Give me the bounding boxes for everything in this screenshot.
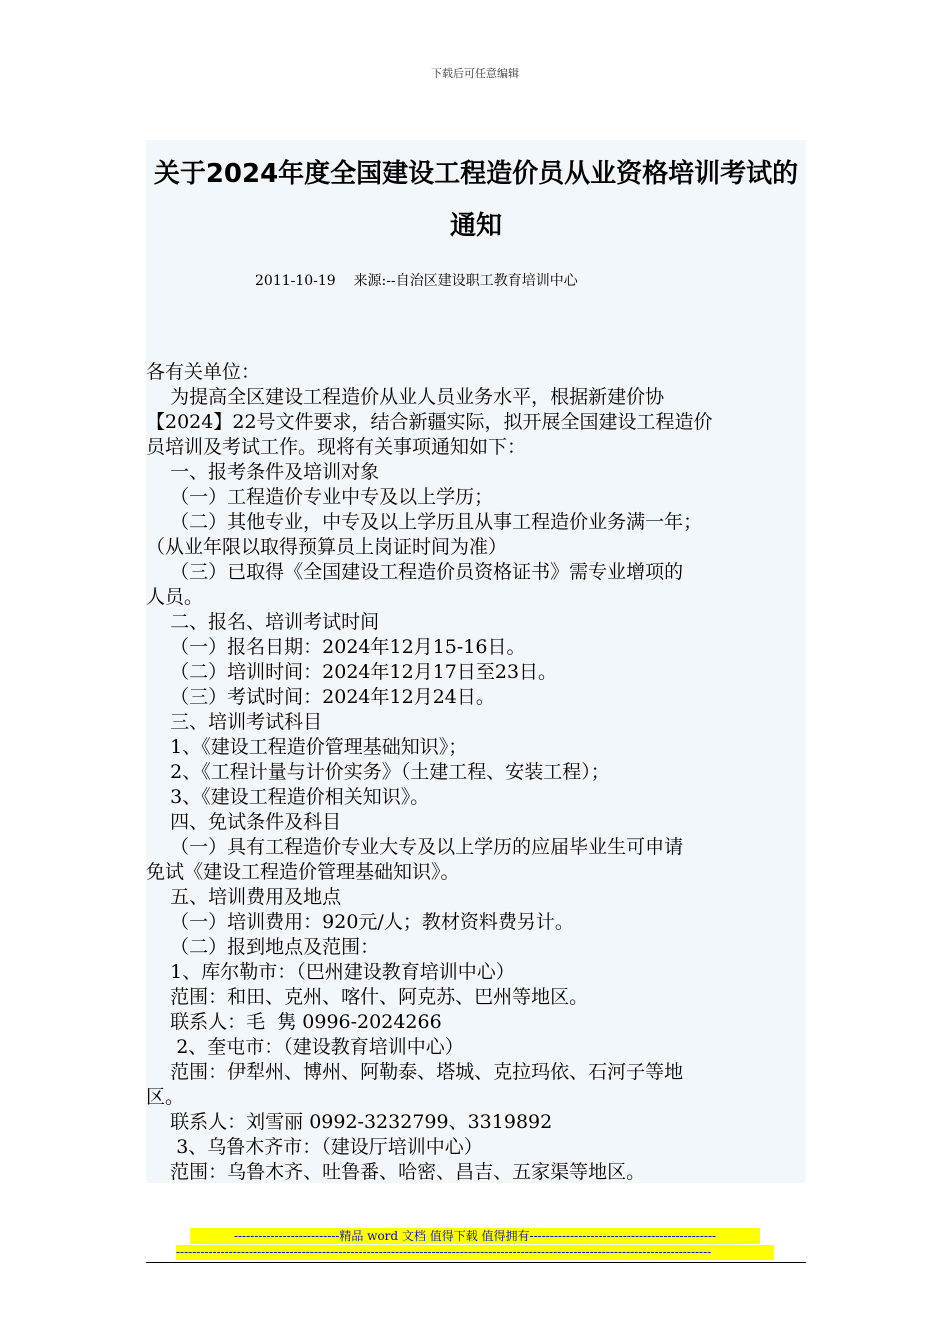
body-line: 1、库尔勒市：（巴州建设教育培训中心） [146,961,515,983]
body-line: （二）其他专业，中专及以上学历且从事工程造价业务满一年； [146,511,703,533]
body-line: （二）培训时间：2024年12月17日至23日。 [146,661,558,683]
body-line: 联系人：刘雪丽 0992-3232799、3319892 [146,1111,553,1133]
body-line: 二、报名、培训考试时间 [146,611,380,633]
footer-dashes: ------------------------------------------------------------------------------------------------------------------------------------ [176,1245,774,1260]
document-body [146,360,822,1185]
body-line: 免试《建设工程造价管理基础知识》。 [146,861,460,883]
body-line: 1、《建设工程造价管理基础知识》； [146,736,468,758]
body-line: 三、培训考试科目 [146,711,323,733]
footer-banner: --------------------------精品 word 文档 值得下载 值得拥有---------------------------------------------- [190,1228,760,1244]
body-line: 范围：伊犁州、博州、阿勒泰、塔城、克拉玛依、石河子等地 [146,1061,684,1083]
body-line: 3、乌鲁木齐市：（建设厅培训中心） [146,1136,483,1158]
body-line: 一、报考条件及培训对象 [146,461,380,483]
date-source-line: 2011-10-19 来源:--自治区建设职工教育培训中心 [255,273,578,289]
body-line: （一）工程造价专业中专及以上学历； [146,486,494,508]
body-line: 人员。 [146,586,204,608]
body-line: 3、《建设工程造价相关知识》。 [146,786,430,808]
footer-rule [146,1262,806,1263]
body-line: 范围：乌鲁木齐、吐鲁番、哈密、昌吉、五家渠等地区。 [146,1161,646,1183]
body-line: 联系人：毛 隽 0996-2024266 [146,1011,442,1033]
body-line: 各有关单位： [146,361,261,383]
body-line: （三）考试时间：2024年12月24日。 [146,686,495,708]
body-line: 区。 [146,1086,185,1108]
header-note: 下载后可任意编辑 [431,67,519,80]
body-line: （三）已取得《全国建设工程造价员资格证书》需专业增项的 [146,561,684,583]
body-line: 【2024】22号文件要求，结合新疆实际，拟开展全国建设工程造价 [146,411,713,433]
body-line: 2、《工程计量与计价实务》（土建工程、安装工程）； [146,761,610,783]
body-line: 员培训及考试工作。现将有关事项通知如下： [146,436,527,458]
body-line: （一）报名日期：2024年12月15-16日。 [146,636,526,658]
body-line: （一）具有工程造价专业大专及以上学历的应届毕业生可申请 [146,836,684,858]
body-line: 四、免试条件及科目 [146,811,342,833]
body-line: 五、培训费用及地点 [146,886,342,908]
body-line: 2、奎屯市：（建设教育培训中心） [146,1036,464,1058]
body-line: 范围：和田、克州、喀什、阿克苏、巴州等地区。 [146,986,589,1008]
body-line: （二）报到地点及范围： [146,936,380,958]
body-line: （从业年限以取得预算员上岗证时间为准） [146,536,508,558]
body-line: （一）培训费用：920元/人；教材资料费另计。 [146,911,574,933]
document-title: 关于2024年度全国建设工程造价员从业资格培训考试的通知 [153,159,799,241]
body-line: 为提高全区建设工程造价从业人员业务水平，根据新建价协 [146,386,665,408]
